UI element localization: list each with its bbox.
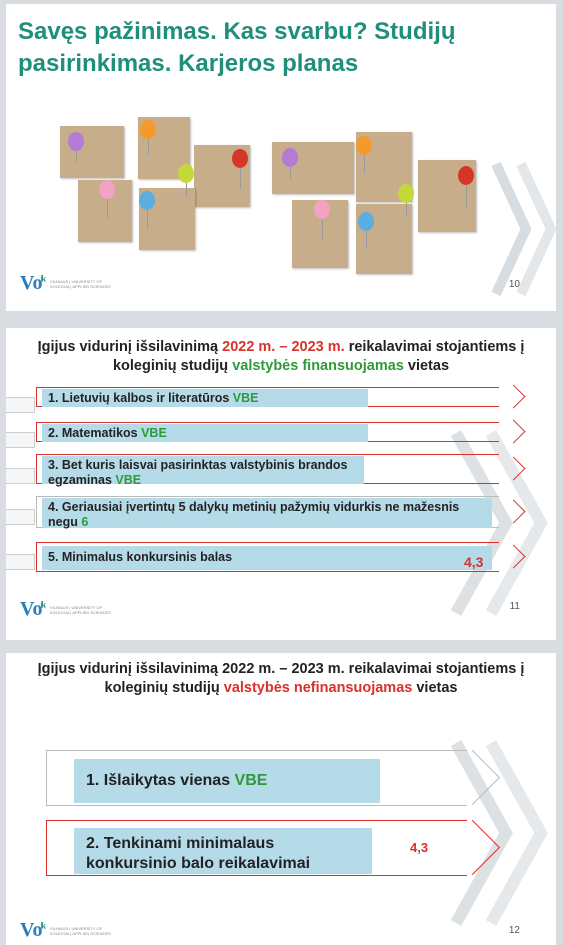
page-number: 10 (508, 279, 520, 290)
requirement-1: 1. Lietuvių kalbos ir literatūros VBE (42, 389, 368, 407)
logo-caption: VILNIAUS | UNIVERSITY OF KOLEGIJA | APPLIED SCIENCES (49, 925, 111, 936)
vik-logo (20, 272, 120, 295)
logo-mark: $Vо^{ik}$ (20, 919, 44, 941)
requirement-2: 2. Tenkinami minimalaus konkursinio balo reikalavimai (74, 828, 372, 874)
logo-caption: VILNIAUS | UNIVERSITY OF KOLEGIJA | APPLIED SCIENCES (49, 604, 111, 615)
logo-caption: VILNIAUS | UNIVERSITY OF KOLEGIJA | APPLIED SCIENCES (49, 278, 111, 289)
slide-title: Įgijus vidurinį išsilavinimą 2022 m. – 2023 m. reikalavimai stojantiems į koleginių studijų valstybės nefinansuojamas vietas (37, 661, 525, 696)
slide-12 (6, 653, 556, 945)
requirement-2: 2. Matematikos VBE (42, 424, 368, 442)
requirement-5: 5. Minimalus konkursinis balas (42, 546, 492, 570)
min-score-value: 4,3 (464, 554, 484, 570)
slide-title: Įgijus vidurinį išsilavinimą 2022 m. – 2023 m. reikalavimai stojantiems į koleginių studijų valstybės finansuojamas vietas (37, 339, 525, 374)
page-number: 11 (509, 601, 520, 612)
vik-logo (20, 919, 120, 942)
logo-mark: $Vо^{ik}$ (20, 272, 44, 294)
vik-logo (20, 598, 120, 621)
logo-mark: $Vо^{ik}$ (20, 598, 44, 620)
slide-11 (6, 328, 556, 640)
requirement-4: 4. Geriausiai įvertintų 5 dalykų metinių pažymių vidurkis ne mažesnis negu 6 (42, 498, 492, 528)
requirement-1: 1. Išlaikytas vienas VBE (74, 759, 380, 803)
min-score-value: 4,3 (410, 840, 429, 855)
decorative-chevrons (486, 154, 556, 304)
requirement-3: 3. Bet kuris laisvai pasirinktas valstybinis brandos egzaminas VBE (42, 456, 364, 484)
slide-title: Savęs pažinimas. Kas svarbu? Studijų pasirinkimas. Karjeros planas (18, 18, 456, 77)
page-number: 12 (508, 925, 520, 936)
slide-10 (6, 4, 556, 311)
